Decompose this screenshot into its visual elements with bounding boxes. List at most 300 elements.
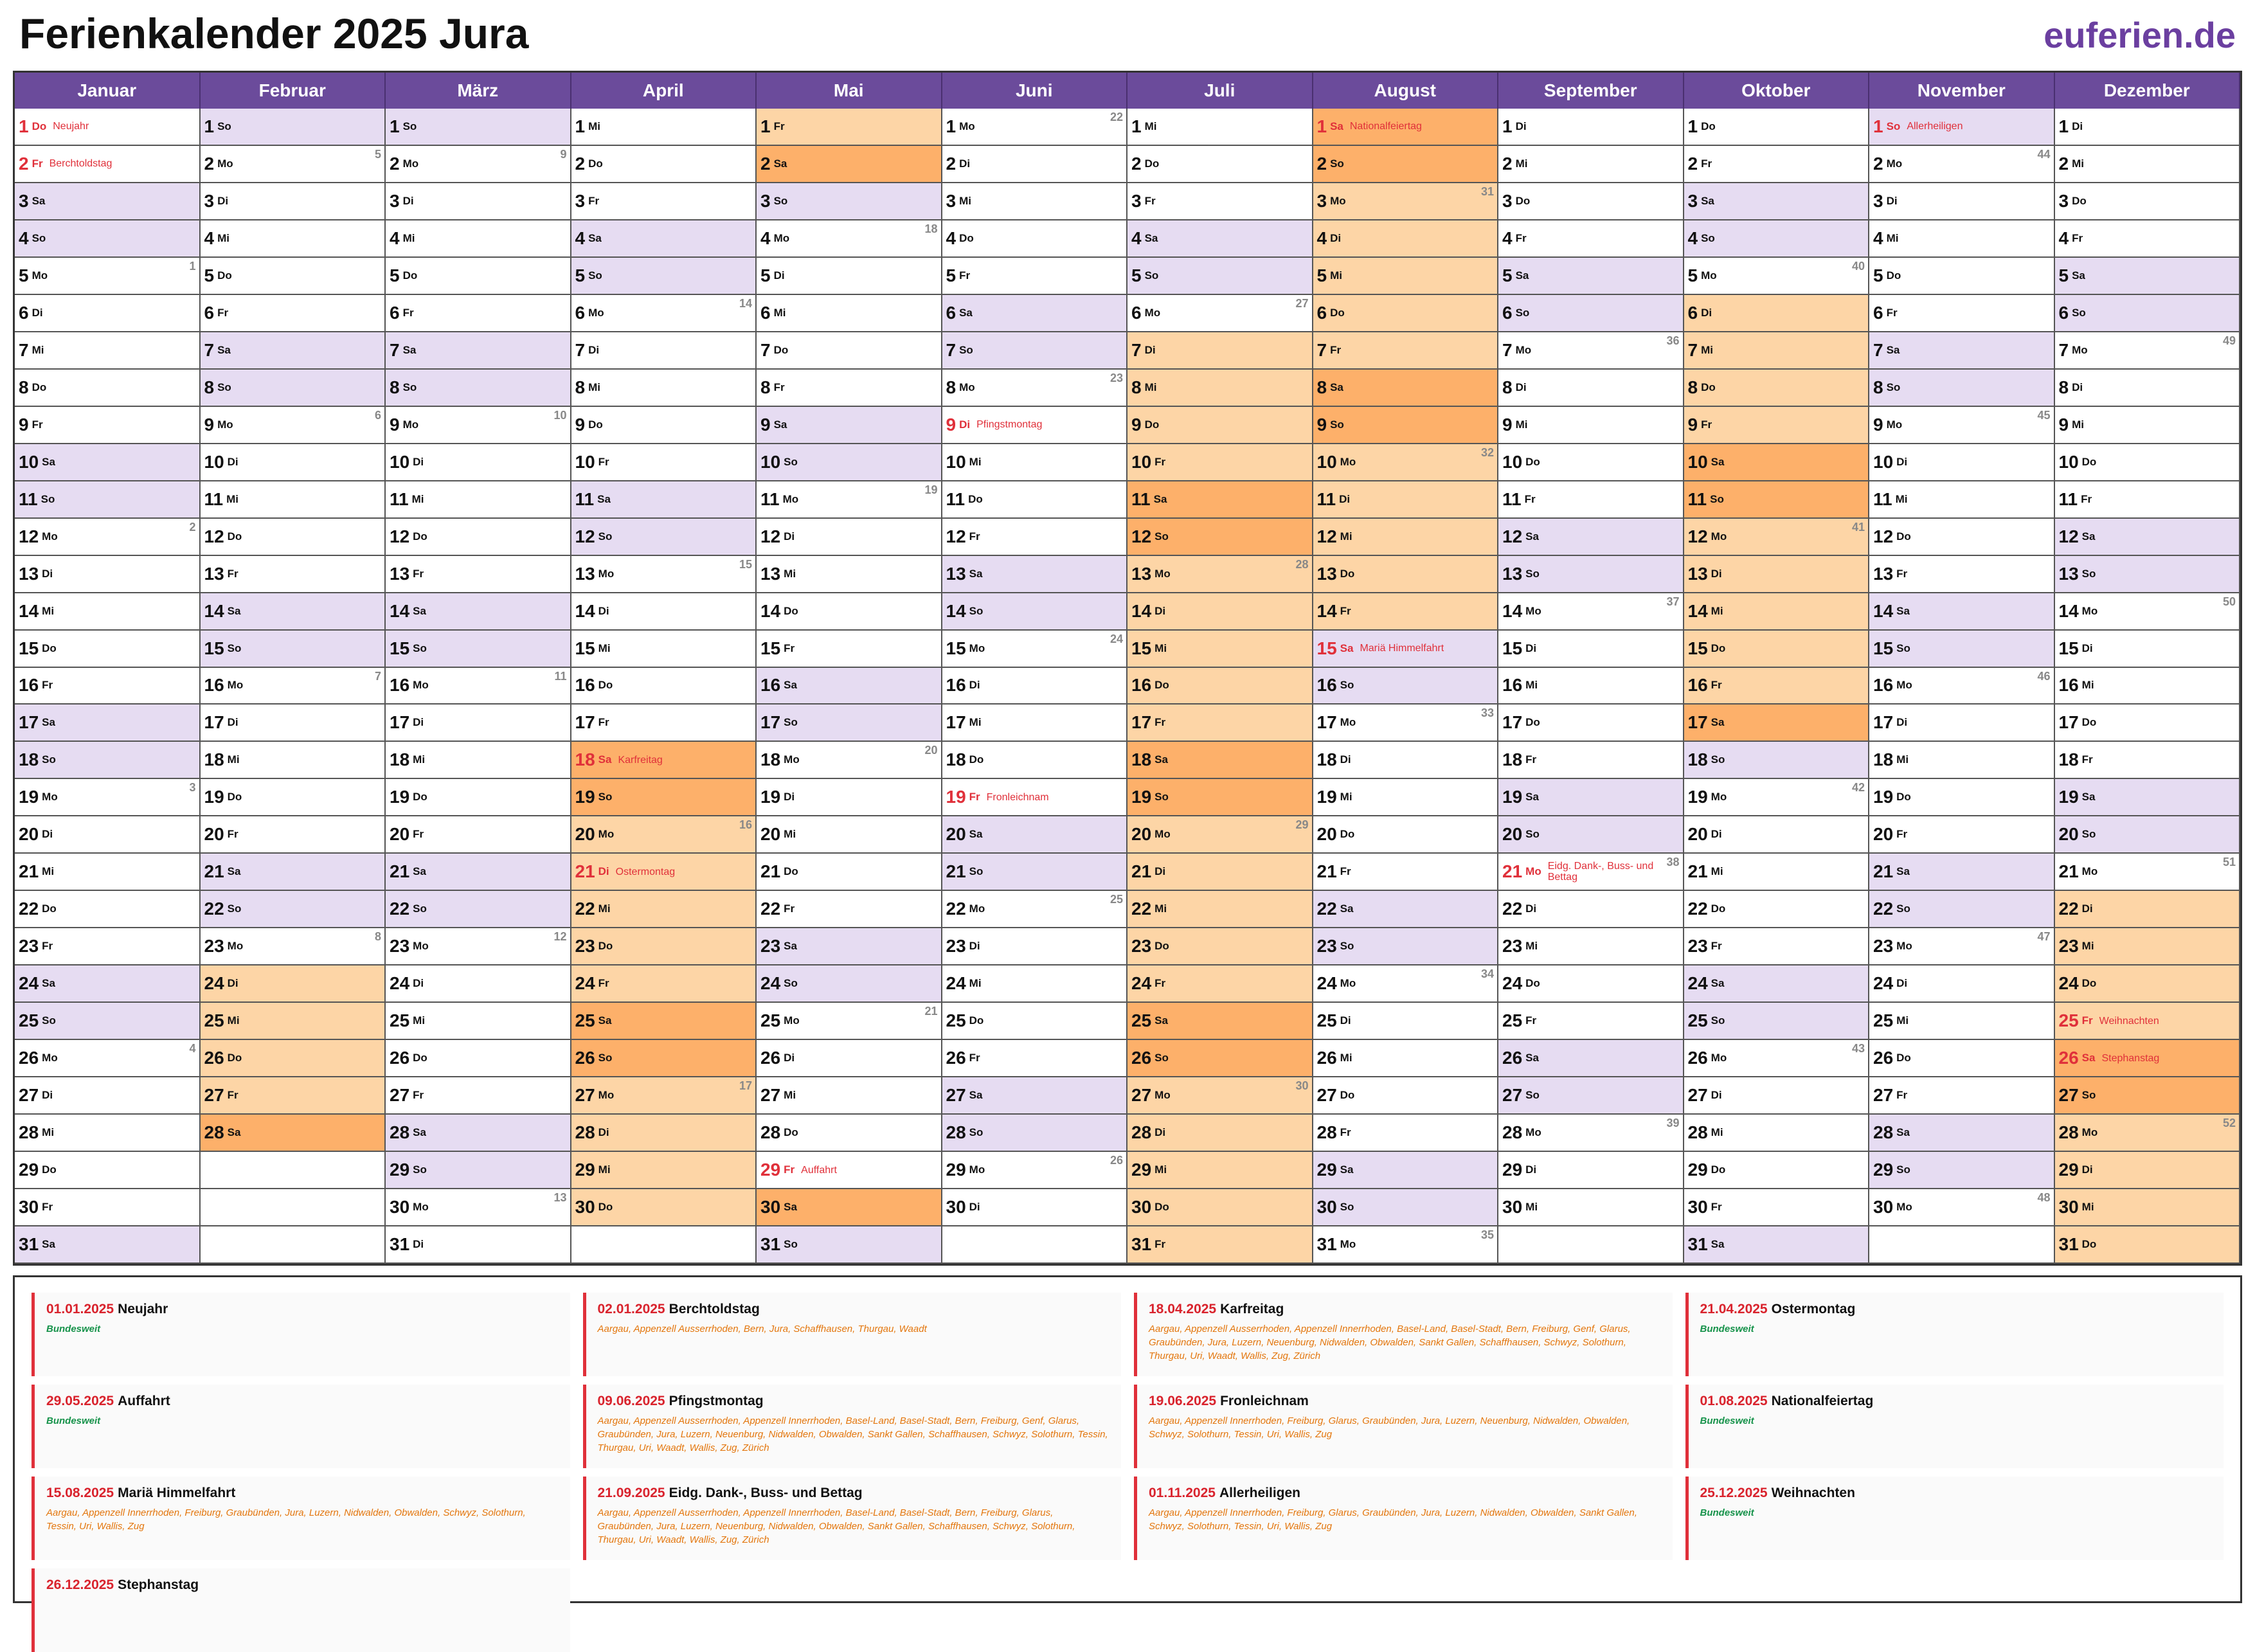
day-cell[interactable]	[1684, 183, 1870, 220]
day-cell[interactable]	[1128, 1115, 1313, 1152]
day-cell[interactable]	[757, 891, 942, 928]
day-cell[interactable]	[2055, 519, 2241, 556]
day-cell[interactable]	[571, 631, 757, 668]
day-cell[interactable]	[1869, 295, 2055, 332]
day-cell[interactable]	[1869, 1077, 2055, 1115]
day-cell[interactable]	[1684, 146, 1870, 183]
day-cell[interactable]	[757, 593, 942, 631]
day-cell[interactable]	[1684, 854, 1870, 891]
day-cell[interactable]	[1684, 705, 1870, 742]
day-cell[interactable]	[201, 1115, 386, 1152]
day-cell[interactable]	[571, 332, 757, 370]
day-cell[interactable]	[1684, 332, 1870, 370]
day-cell[interactable]	[2055, 220, 2241, 258]
day-cell[interactable]	[1869, 519, 2055, 556]
day-cell[interactable]	[386, 705, 571, 742]
day-cell[interactable]	[2055, 1152, 2241, 1189]
day-cell[interactable]	[201, 295, 386, 332]
day-cell[interactable]	[1684, 928, 1870, 965]
day-cell[interactable]	[1128, 668, 1313, 705]
day-cell[interactable]	[2055, 1115, 2241, 1152]
day-cell[interactable]	[1498, 668, 1684, 705]
day-cell[interactable]	[2055, 332, 2241, 370]
day-cell[interactable]	[1684, 481, 1870, 519]
day-cell[interactable]	[15, 816, 201, 854]
day-cell[interactable]	[1498, 556, 1684, 593]
day-cell[interactable]	[757, 220, 942, 258]
day-cell[interactable]	[757, 183, 942, 220]
day-cell[interactable]	[2055, 631, 2241, 668]
day-cell[interactable]	[201, 183, 386, 220]
day-cell[interactable]	[942, 556, 1128, 593]
day-cell[interactable]	[1498, 109, 1684, 146]
day-cell[interactable]	[1869, 1152, 2055, 1189]
day-cell[interactable]	[1128, 220, 1313, 258]
day-cell[interactable]	[571, 109, 757, 146]
day-cell[interactable]	[2055, 109, 2241, 146]
day-cell[interactable]	[1128, 1077, 1313, 1115]
day-cell[interactable]	[201, 109, 386, 146]
day-cell[interactable]	[201, 668, 386, 705]
day-cell[interactable]	[1684, 631, 1870, 668]
day-cell[interactable]	[757, 556, 942, 593]
day-cell[interactable]	[1313, 1226, 1499, 1264]
day-cell[interactable]	[15, 370, 201, 407]
day-cell[interactable]	[942, 109, 1128, 146]
day-cell[interactable]	[942, 407, 1128, 444]
day-cell[interactable]	[942, 668, 1128, 705]
day-cell[interactable]	[386, 1115, 571, 1152]
day-cell[interactable]	[1313, 928, 1499, 965]
day-cell[interactable]	[15, 332, 201, 370]
day-cell[interactable]	[571, 891, 757, 928]
day-cell[interactable]	[942, 705, 1128, 742]
day-cell[interactable]	[1684, 1189, 1870, 1226]
day-cell[interactable]	[1869, 332, 2055, 370]
day-cell[interactable]	[1313, 631, 1499, 668]
day-cell[interactable]	[571, 928, 757, 965]
day-cell[interactable]	[386, 1003, 571, 1040]
day-cell[interactable]	[942, 220, 1128, 258]
day-cell[interactable]	[386, 779, 571, 816]
day-cell[interactable]	[1498, 631, 1684, 668]
day-cell[interactable]	[1313, 407, 1499, 444]
day-cell[interactable]	[1498, 220, 1684, 258]
day-cell[interactable]	[2055, 928, 2241, 965]
day-cell[interactable]	[1128, 1152, 1313, 1189]
day-cell[interactable]	[386, 965, 571, 1003]
day-cell[interactable]	[1684, 1077, 1870, 1115]
day-cell[interactable]	[1869, 556, 2055, 593]
day-cell[interactable]	[1869, 928, 2055, 965]
day-cell[interactable]	[1684, 407, 1870, 444]
day-cell[interactable]	[942, 593, 1128, 631]
day-cell[interactable]	[1313, 146, 1499, 183]
day-cell[interactable]	[1869, 779, 2055, 816]
day-cell[interactable]	[2055, 481, 2241, 519]
day-cell[interactable]	[571, 146, 757, 183]
day-cell[interactable]	[1869, 742, 2055, 779]
day-cell[interactable]	[757, 668, 942, 705]
day-cell[interactable]	[757, 1152, 942, 1189]
day-cell[interactable]	[386, 593, 571, 631]
day-cell[interactable]	[1684, 593, 1870, 631]
day-cell[interactable]	[15, 631, 201, 668]
day-cell[interactable]	[571, 258, 757, 295]
day-cell[interactable]	[1313, 444, 1499, 481]
day-cell[interactable]	[1128, 891, 1313, 928]
day-cell[interactable]	[757, 1003, 942, 1040]
day-cell[interactable]	[1498, 332, 1684, 370]
day-cell[interactable]	[15, 519, 201, 556]
day-cell[interactable]	[2055, 779, 2241, 816]
day-cell[interactable]	[201, 928, 386, 965]
day-cell[interactable]	[757, 109, 942, 146]
day-cell[interactable]	[386, 109, 571, 146]
day-cell[interactable]	[942, 444, 1128, 481]
day-cell[interactable]	[1128, 854, 1313, 891]
day-cell[interactable]	[757, 407, 942, 444]
day-cell[interactable]	[1128, 779, 1313, 816]
day-cell[interactable]	[201, 631, 386, 668]
day-cell[interactable]	[386, 370, 571, 407]
day-cell[interactable]	[15, 891, 201, 928]
day-cell[interactable]	[1684, 816, 1870, 854]
day-cell[interactable]	[1684, 891, 1870, 928]
day-cell[interactable]	[942, 1040, 1128, 1077]
day-cell[interactable]	[386, 481, 571, 519]
day-cell[interactable]	[2055, 444, 2241, 481]
day-cell[interactable]	[1128, 332, 1313, 370]
day-cell[interactable]	[1498, 1077, 1684, 1115]
day-cell[interactable]	[1498, 1115, 1684, 1152]
day-cell[interactable]	[757, 742, 942, 779]
day-cell[interactable]	[201, 220, 386, 258]
day-cell[interactable]	[201, 1077, 386, 1115]
day-cell[interactable]	[1684, 1226, 1870, 1264]
day-cell[interactable]	[15, 965, 201, 1003]
day-cell[interactable]	[1869, 1115, 2055, 1152]
day-cell[interactable]	[942, 854, 1128, 891]
day-cell[interactable]	[942, 631, 1128, 668]
day-cell[interactable]	[1498, 965, 1684, 1003]
day-cell[interactable]	[1684, 1003, 1870, 1040]
day-cell[interactable]	[386, 519, 571, 556]
day-cell[interactable]	[1313, 1003, 1499, 1040]
day-cell[interactable]	[386, 668, 571, 705]
day-cell[interactable]	[15, 220, 201, 258]
day-cell[interactable]	[201, 146, 386, 183]
day-cell[interactable]	[2055, 258, 2241, 295]
day-cell[interactable]	[757, 631, 942, 668]
day-cell[interactable]	[757, 1189, 942, 1226]
day-cell[interactable]	[386, 444, 571, 481]
day-cell[interactable]	[1128, 556, 1313, 593]
day-cell[interactable]	[386, 631, 571, 668]
day-cell[interactable]	[1684, 1152, 1870, 1189]
day-cell[interactable]	[571, 519, 757, 556]
day-cell[interactable]	[15, 593, 201, 631]
day-cell[interactable]	[15, 407, 201, 444]
day-cell[interactable]	[1128, 742, 1313, 779]
day-cell[interactable]	[201, 258, 386, 295]
day-cell[interactable]	[942, 742, 1128, 779]
day-cell[interactable]	[201, 593, 386, 631]
day-cell[interactable]	[1313, 258, 1499, 295]
day-cell[interactable]	[386, 332, 571, 370]
day-cell[interactable]	[1869, 183, 2055, 220]
day-cell[interactable]	[942, 965, 1128, 1003]
day-cell[interactable]	[571, 407, 757, 444]
day-cell[interactable]	[757, 965, 942, 1003]
day-cell[interactable]	[1313, 1189, 1499, 1226]
day-cell[interactable]	[386, 1040, 571, 1077]
day-cell[interactable]	[1684, 742, 1870, 779]
day-cell[interactable]	[201, 1040, 386, 1077]
day-cell[interactable]	[942, 928, 1128, 965]
day-cell[interactable]	[15, 1077, 201, 1115]
day-cell[interactable]	[757, 816, 942, 854]
day-cell[interactable]	[757, 1077, 942, 1115]
day-cell[interactable]	[386, 183, 571, 220]
day-cell[interactable]	[1128, 965, 1313, 1003]
day-cell[interactable]	[2055, 1189, 2241, 1226]
day-cell[interactable]	[1128, 444, 1313, 481]
day-cell[interactable]	[1684, 295, 1870, 332]
day-cell[interactable]	[1684, 556, 1870, 593]
day-cell[interactable]	[1869, 593, 2055, 631]
day-cell[interactable]	[15, 668, 201, 705]
day-cell[interactable]	[2055, 816, 2241, 854]
day-cell[interactable]	[1313, 1115, 1499, 1152]
day-cell[interactable]	[1684, 444, 1870, 481]
day-cell[interactable]	[757, 779, 942, 816]
day-cell[interactable]	[571, 183, 757, 220]
day-cell[interactable]	[571, 295, 757, 332]
day-cell[interactable]	[15, 444, 201, 481]
day-cell[interactable]	[757, 258, 942, 295]
day-cell[interactable]	[386, 1077, 571, 1115]
day-cell[interactable]	[942, 891, 1128, 928]
day-cell[interactable]	[386, 407, 571, 444]
day-cell[interactable]	[15, 183, 201, 220]
day-cell[interactable]	[571, 444, 757, 481]
day-cell[interactable]	[1128, 593, 1313, 631]
day-cell[interactable]	[386, 1189, 571, 1226]
day-cell[interactable]	[942, 816, 1128, 854]
day-cell[interactable]	[1313, 556, 1499, 593]
day-cell[interactable]	[571, 1115, 757, 1152]
day-cell[interactable]	[1313, 332, 1499, 370]
day-cell[interactable]	[571, 220, 757, 258]
day-cell[interactable]	[201, 481, 386, 519]
day-cell[interactable]	[1684, 519, 1870, 556]
day-cell[interactable]	[201, 705, 386, 742]
day-cell[interactable]	[1128, 1040, 1313, 1077]
day-cell[interactable]	[757, 332, 942, 370]
day-cell[interactable]	[1313, 1152, 1499, 1189]
day-cell[interactable]	[2055, 1040, 2241, 1077]
day-cell[interactable]	[15, 146, 201, 183]
day-cell[interactable]	[1498, 1189, 1684, 1226]
day-cell[interactable]	[386, 854, 571, 891]
day-cell[interactable]	[201, 816, 386, 854]
day-cell[interactable]	[942, 146, 1128, 183]
day-cell[interactable]	[386, 816, 571, 854]
day-cell[interactable]	[1498, 407, 1684, 444]
day-cell[interactable]	[757, 519, 942, 556]
day-cell[interactable]	[1869, 109, 2055, 146]
day-cell[interactable]	[1128, 519, 1313, 556]
day-cell[interactable]	[201, 332, 386, 370]
day-cell[interactable]	[1684, 965, 1870, 1003]
day-cell[interactable]	[15, 779, 201, 816]
day-cell[interactable]	[1128, 258, 1313, 295]
day-cell[interactable]	[942, 258, 1128, 295]
day-cell[interactable]	[1869, 1189, 2055, 1226]
brand-logo[interactable]: euferien.de	[2044, 15, 2236, 55]
day-cell[interactable]	[1869, 705, 2055, 742]
day-cell[interactable]	[1313, 854, 1499, 891]
day-cell[interactable]	[942, 1115, 1128, 1152]
day-cell[interactable]	[757, 854, 942, 891]
day-cell[interactable]	[2055, 183, 2241, 220]
day-cell[interactable]	[1684, 370, 1870, 407]
day-cell[interactable]	[1684, 668, 1870, 705]
day-cell[interactable]	[1128, 705, 1313, 742]
day-cell[interactable]	[2055, 1077, 2241, 1115]
day-cell[interactable]	[1313, 183, 1499, 220]
day-cell[interactable]	[2055, 407, 2241, 444]
day-cell[interactable]	[1313, 965, 1499, 1003]
day-cell[interactable]	[2055, 965, 2241, 1003]
day-cell[interactable]	[1498, 1040, 1684, 1077]
day-cell[interactable]	[386, 556, 571, 593]
day-cell[interactable]	[1313, 593, 1499, 631]
day-cell[interactable]	[201, 891, 386, 928]
day-cell[interactable]	[571, 705, 757, 742]
day-cell[interactable]	[386, 295, 571, 332]
day-cell[interactable]	[2055, 1226, 2241, 1264]
day-cell[interactable]	[15, 1115, 201, 1152]
day-cell[interactable]	[1684, 779, 1870, 816]
day-cell[interactable]	[15, 295, 201, 332]
day-cell[interactable]	[386, 742, 571, 779]
day-cell[interactable]	[1313, 705, 1499, 742]
day-cell[interactable]	[942, 183, 1128, 220]
day-cell[interactable]	[201, 965, 386, 1003]
day-cell[interactable]	[201, 370, 386, 407]
day-cell[interactable]	[571, 668, 757, 705]
day-cell[interactable]	[757, 928, 942, 965]
day-cell[interactable]	[942, 295, 1128, 332]
day-cell[interactable]	[757, 1226, 942, 1264]
day-cell[interactable]	[571, 556, 757, 593]
day-cell[interactable]	[1498, 705, 1684, 742]
day-cell[interactable]	[386, 220, 571, 258]
day-cell[interactable]	[1869, 1003, 2055, 1040]
day-cell[interactable]	[757, 705, 942, 742]
day-cell[interactable]	[1313, 1040, 1499, 1077]
day-cell[interactable]	[2055, 593, 2241, 631]
day-cell[interactable]	[386, 928, 571, 965]
day-cell[interactable]	[15, 1003, 201, 1040]
day-cell[interactable]	[15, 705, 201, 742]
day-cell[interactable]	[1128, 295, 1313, 332]
day-cell[interactable]	[1869, 631, 2055, 668]
day-cell[interactable]	[386, 891, 571, 928]
day-cell[interactable]	[1128, 1226, 1313, 1264]
day-cell[interactable]	[1498, 258, 1684, 295]
day-cell[interactable]	[1128, 1189, 1313, 1226]
day-cell[interactable]	[1684, 1040, 1870, 1077]
day-cell[interactable]	[1869, 965, 2055, 1003]
day-cell[interactable]	[1498, 593, 1684, 631]
day-cell[interactable]	[942, 1189, 1128, 1226]
day-cell[interactable]	[571, 481, 757, 519]
day-cell[interactable]	[757, 481, 942, 519]
day-cell[interactable]	[1128, 109, 1313, 146]
day-cell[interactable]	[1869, 220, 2055, 258]
day-cell[interactable]	[571, 779, 757, 816]
day-cell[interactable]	[201, 407, 386, 444]
day-cell[interactable]	[201, 519, 386, 556]
day-cell[interactable]	[15, 854, 201, 891]
day-cell[interactable]	[1498, 183, 1684, 220]
day-cell[interactable]	[2055, 146, 2241, 183]
day-cell[interactable]	[942, 1077, 1128, 1115]
day-cell[interactable]	[2055, 1003, 2241, 1040]
day-cell[interactable]	[1128, 407, 1313, 444]
day-cell[interactable]	[201, 1003, 386, 1040]
day-cell[interactable]	[1869, 481, 2055, 519]
day-cell[interactable]	[571, 742, 757, 779]
day-cell[interactable]	[1313, 220, 1499, 258]
day-cell[interactable]	[15, 556, 201, 593]
day-cell[interactable]	[1498, 891, 1684, 928]
day-cell[interactable]	[1869, 370, 2055, 407]
day-cell[interactable]	[1128, 631, 1313, 668]
day-cell[interactable]	[571, 1152, 757, 1189]
day-cell[interactable]	[571, 1189, 757, 1226]
day-cell[interactable]	[1313, 481, 1499, 519]
day-cell[interactable]	[1313, 779, 1499, 816]
day-cell[interactable]	[2055, 370, 2241, 407]
day-cell[interactable]	[1869, 854, 2055, 891]
day-cell[interactable]	[757, 146, 942, 183]
day-cell[interactable]	[942, 779, 1128, 816]
day-cell[interactable]	[1869, 668, 2055, 705]
day-cell[interactable]	[1498, 146, 1684, 183]
day-cell[interactable]	[757, 444, 942, 481]
day-cell[interactable]	[942, 332, 1128, 370]
day-cell[interactable]	[1313, 891, 1499, 928]
day-cell[interactable]	[15, 1226, 201, 1264]
day-cell[interactable]	[1128, 481, 1313, 519]
day-cell[interactable]	[757, 295, 942, 332]
day-cell[interactable]	[1498, 295, 1684, 332]
day-cell[interactable]	[1313, 295, 1499, 332]
day-cell[interactable]	[1128, 1003, 1313, 1040]
day-cell[interactable]	[1684, 258, 1870, 295]
day-cell[interactable]	[15, 258, 201, 295]
day-cell[interactable]	[1498, 519, 1684, 556]
day-cell[interactable]	[1869, 258, 2055, 295]
day-cell[interactable]	[757, 1115, 942, 1152]
day-cell[interactable]	[1313, 1077, 1499, 1115]
day-cell[interactable]	[1498, 370, 1684, 407]
day-cell[interactable]	[1313, 519, 1499, 556]
